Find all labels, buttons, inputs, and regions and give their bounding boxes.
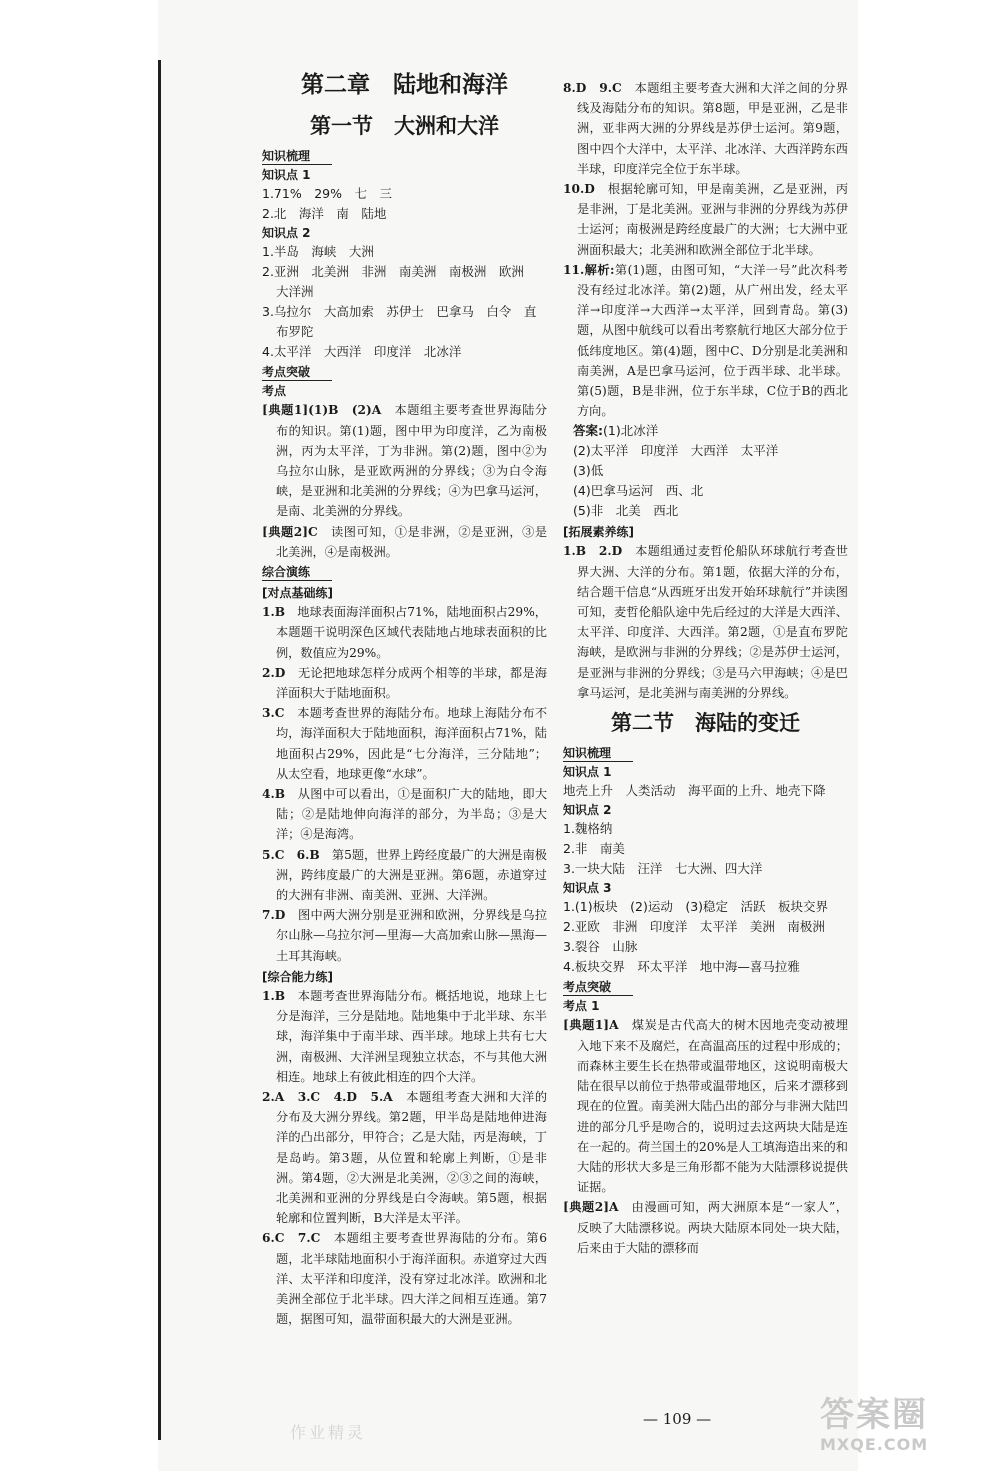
answer-text: 图中两大洲分别是亚洲和欧洲，分界线是乌拉尔山脉—乌拉尔河—里海—大高加索山脉—黑海—土耳其海峡。 <box>276 908 548 963</box>
answer-item <box>262 663 547 703</box>
knowledge-point-1: 知识点 1 <box>563 765 612 780</box>
watermark-logo <box>820 1395 995 1470</box>
answer-text: 地球表面海洋面积占71%，陆地面积占29%，本题题干说明深色区域代表陆地占地球表面积的比例，数值应为29%。 <box>276 605 547 660</box>
heading-knowledge-review: 知识梳理 <box>262 148 332 165</box>
answer-head: 6.C 7.C <box>262 1231 321 1246</box>
answer-text: 本题组主要考查世界海陆的分布。第6题，北半球陆地面积小于海洋面积。赤道穿过大西洋、太平洋和印度洋，没有穿过北冰洋。欧洲和北美洲全部位于北半球。四大洋之间相互连通。第7题，据图可知，温带面积最大的大洲是亚洲。 <box>276 1231 547 1327</box>
answer-line: (5)非 北美 西北 <box>573 503 679 519</box>
faded-stamp: 作业精灵 <box>290 1423 367 1442</box>
answer-text: 本题组考查大洲和大洋的分布及大洲分界线。第2题，甲半岛是陆地伸进海洋的凸出部分，甲符合；乙是大陆，丙是海峡，丁是岛屿。第3题，从位置和轮廓上判断，①是非洲。第4题，②大洲是北美洲，②③之间的海峡，北美洲和亚洲的分界线是白令海峡。第5题，根据轮廓和位置判断，B大洋是太平洋。 <box>276 1089 548 1226</box>
kp3-item: 1.(1)板块 (2)运动 (3)稳定 活跃 板块交界 <box>563 899 829 915</box>
kp2-item: 4.太平洋 大西洋 印度洋 北冰洋 <box>262 344 462 360</box>
extension-practice-label: [拓展素养练] <box>563 525 634 540</box>
answer-item <box>262 905 547 966</box>
kp2-item: 2.亚洲 北美洲 非洲 南美洲 南极洲 欧洲 大洋洲 <box>262 264 537 300</box>
example-question-head: [典题2]C <box>262 524 318 539</box>
example-question-text: 本题组主要考查世界海陆分布的知识。第(1)题，图中甲为印度洋，乙为南极洲，丙为太平洋，丁为非洲。第(2)题，图中②为乌拉尔山脉，是亚欧两洲的分界线；③为白令海峡，是亚洲和北美洲的分界线；④为巴拿马运河，是南、北美洲的分界线。 <box>276 403 548 519</box>
kp1-item: 地壳上升 人类活动 海平面的上升、地壳下降 <box>563 783 826 799</box>
answer-text: 本题考查世界的海陆分布。地球上海陆分布不均，海洋面积大于陆地面积，海洋面积占71%，陆地面积占29%，因此是“七分海洋，三分陆地”；从太空看，地球更像“水球”。 <box>276 706 548 781</box>
answer-item <box>563 541 848 703</box>
exam-point-1: 考点 1 <box>563 999 600 1014</box>
answer-text: 本题考查世界海陆分布。概括地说，地球上七分是海洋，三分是陆地。陆地集中于北半球、东半球，海洋集中于南半球、西半球。地球上共有七大洲，南极洲、大洋洲呈现独立状态，不与其他大洲相连。地球上有彼此相连的四个大洋。 <box>276 988 548 1084</box>
kp3-item: 2.亚欧 非洲 印度洋 太平洋 美洲 南极洲 <box>563 919 825 935</box>
answer-item <box>563 179 848 260</box>
kp2-item: 1.半岛 海峡 大洲 <box>262 244 374 260</box>
answer-text: 第(1)题，由图可知，“大洋一号”此次科考没有经过北冰洋。第(2)题，从广州出发，经太平洋→印度洋→大西洋→太平洋，回到青岛。第(3)题，从图中航线可以看出考察航行地区大部分位于低纬度地区。第(4)题，图中C、D分别是北美洲和南美洲，A是巴拿马运河，位于西半球、北半球。第(5)题，B是非洲，位于东半球，C位于B的西北方向。 <box>577 262 848 419</box>
heading-comprehensive-practice: 综合演练 <box>262 564 332 581</box>
exam-point: 考点 <box>262 384 287 399</box>
heading-knowledge-review: 知识梳理 <box>563 745 633 762</box>
answer-text: 无论把地球怎样分成两个相等的半球，都是海洋面积大于陆地面积。 <box>276 665 548 701</box>
answer-head: 1.B <box>262 605 286 620</box>
example-question-head: [典题1]A <box>563 1018 619 1033</box>
knowledge-point-2: 知识点 2 <box>262 226 311 241</box>
kp3-item: 3.裂谷 山脉 <box>563 939 638 955</box>
example-question-1 <box>262 400 547 521</box>
right-column <box>563 78 848 1258</box>
answer-head: 3.C <box>262 706 285 721</box>
example-question-text: 由漫画可知，两大洲原本是“一家人”，反映了大陆漂移说。两块大陆原本同处一块大陆，后来由于大陆的漂移而 <box>577 1200 848 1255</box>
section-title: 第一节 大洲和大洋 <box>310 114 499 138</box>
answer-head: 1.B 2.D <box>563 544 623 559</box>
left-column <box>262 70 547 1329</box>
example-question-2 <box>262 522 547 562</box>
answer-line: (1)北冰洋 <box>603 423 659 439</box>
example-question-text: 读图可知，①是非洲，②是亚洲，③是北美洲，④是南极洲。 <box>276 524 548 559</box>
answer-text: 从图中可以看出，①是面积广大的陆地，即大陆；②是陆地伸向海洋的部分，为半岛；③是大洋；④是海湾。 <box>276 787 548 842</box>
basic-practice-label: [对点基础练] <box>262 586 333 601</box>
example-question-2 <box>563 1197 848 1258</box>
chapter-title: 第二章 陆地和海洋 <box>301 72 508 98</box>
example-question-1 <box>563 1015 848 1197</box>
knowledge-point-2: 知识点 2 <box>563 803 612 818</box>
answer-text: 本题组通过麦哲伦船队环球航行考查世界大洲、大洋的分布。第1题，依据大洋的分布，结合题干信息“从西班牙出发开始环球航行”并读图可知，麦哲伦船队途中先后经过的大洋是大西洋、太平洋、印度洋、大西洋。第2题，①是直布罗陀海峡，是欧洲与非洲的分界线；②是苏伊士运河，是亚洲与非洲的分界线；③是马六甲海峡；④是巴拿马运河，是北美洲与南美洲的分界线。 <box>577 544 848 700</box>
kp3-item: 4.板块交界 环太平洋 地中海—喜马拉雅 <box>563 959 800 975</box>
example-question-head: [典题1](1)B (2)A <box>262 403 382 418</box>
answer-head: 4.B <box>262 787 286 802</box>
answer-item <box>262 703 547 784</box>
answer-item <box>262 1087 547 1228</box>
knowledge-point-3: 知识点 3 <box>563 881 612 896</box>
answer-head: 1.B <box>262 988 286 1003</box>
answer-item <box>262 602 547 663</box>
knowledge-point-1: 知识点 1 <box>262 168 311 183</box>
answer-item <box>262 784 547 845</box>
answer-line: (4)巴拿马运河 西、北 <box>573 483 704 499</box>
kp1-item: 1.71% 29% 七 三 <box>262 186 392 202</box>
answer-label-text: 答案: <box>573 423 603 439</box>
binding-edge <box>158 60 161 1440</box>
answer-text: 第5题，世界上跨经度最广的大洲是南极洲，跨纬度最广的大洲是亚洲。第6题，赤道穿过的大洲有非洲、南美洲、亚洲、大洋洲。 <box>276 847 547 903</box>
answer-head: 10.D <box>563 182 595 197</box>
answer-line: (3)低 <box>573 463 604 479</box>
answer-head: 8.D 9.C <box>563 81 622 95</box>
answer-item <box>563 78 848 179</box>
answer-head: 11.解析: <box>563 262 615 277</box>
heading-exam-points: 考点突破 <box>262 364 332 381</box>
section-2-title: 第二节 海陆的变迁 <box>611 711 800 736</box>
example-question-head: [典题2]A <box>563 1200 619 1215</box>
answer-item <box>262 1228 547 1329</box>
kp1-item: 2.北 海洋 南 陆地 <box>262 206 387 222</box>
answer-head: 7.D <box>262 908 286 923</box>
kp2-item: 3.一块大陆 汪洋 七大洲、四大洋 <box>563 861 763 877</box>
answer-item <box>563 260 848 422</box>
example-question-text: 煤炭是古代高大的树木因地壳变动被埋入地下来不及腐烂，在高温高压的过程中形成的；而森林主要生长在热带或温带地区，这说明南极大陆在很早以前位于热带或温带地区，后来才漂移到现在的位置。南美洲大陆凸出的部分与非洲大陆凹进的部分几乎是吻合的，说明过去这两块大陆是连在一起的。荷兰国土的20%是人工填海造出来的和大陆的形状大多是三角形都不能为大陆漂移说提供证据。 <box>577 1018 848 1195</box>
answer-text: 本题组主要考查大洲和大洋之间的分界线及海陆分布的知识。第8题，甲是亚洲，乙是非洲，亚非两大洲的分界线是苏伊士运河。第9题，图中四个大洋中，太平洋、北冰洋、大西洋跨东西半球，印度洋完全位于东半球。 <box>577 81 849 176</box>
answer-head: 2.A 3.C 4.D 5.A <box>262 1089 393 1104</box>
watermark-text: 答案圈 <box>820 1395 928 1435</box>
comprehensive-ability-label: [综合能力练] <box>262 969 333 984</box>
heading-exam-points: 考点突破 <box>563 979 633 996</box>
answer-item <box>262 986 547 1087</box>
answer-head: 2.D <box>262 665 286 680</box>
kp2-item: 2.非 南美 <box>563 841 625 857</box>
watermark-url: MXQE.COM <box>820 1435 929 1454</box>
answer-head: 5.C 6.B <box>262 847 320 862</box>
answer-text: 根据轮廓可知，甲是南美洲，乙是亚洲，丙是非洲，丁是北美洲。亚洲与非洲的分界线为苏伊士运河；南极洲是跨经度最广的大洲；七大洲中亚洲面积最大；北美洲和欧洲全部位于北半球。 <box>577 182 849 257</box>
kp2-item: 1.魏格纳 <box>563 821 613 837</box>
answer-label <box>563 421 848 441</box>
answer-item <box>262 845 547 906</box>
kp2-item: 3.乌拉尔 大高加索 苏伊士 巴拿马 白令 直布罗陀 <box>262 304 537 340</box>
page-number: — 109 — <box>643 1410 712 1428</box>
answer-line: (2)太平洋 印度洋 大西洋 太平洋 <box>573 443 779 459</box>
